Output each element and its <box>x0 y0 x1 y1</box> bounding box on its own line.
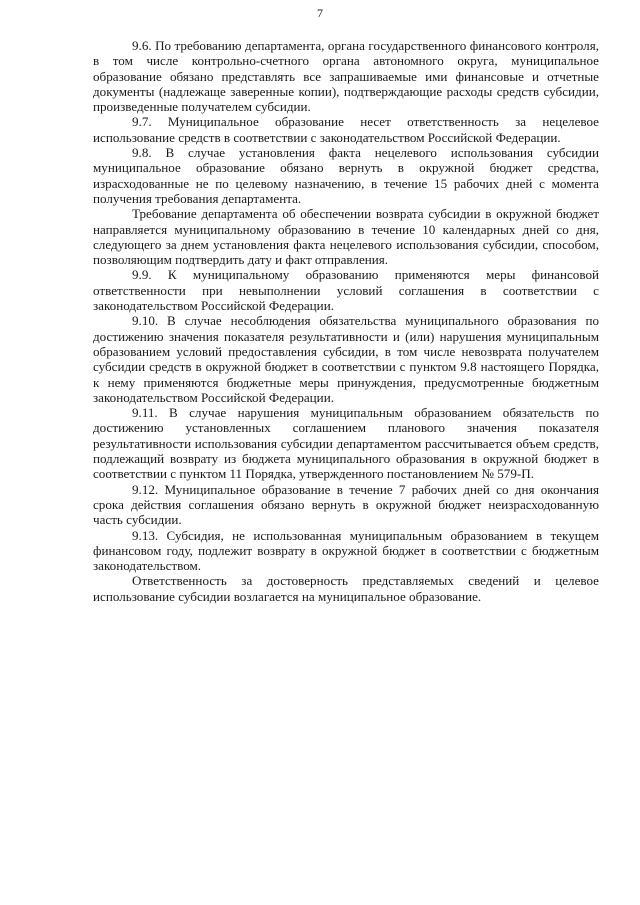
paragraph-9-10: 9.10. В случае несоблюдения обязательства муниципального образования по достижению значения показателя результативности и (или) нарушения муниципальным образованием условий предоставления субсидии, в том числе невозврата получателем субсидии средств в окружной бюджет в соответствии с пунктом 9.8 настоящего Порядка, к нему применяются бюджетные меры принуждения, предусмотренные бюджетным законодательством Российской Федерации. <box>93 313 599 405</box>
paragraph-9-11: 9.11. В случае нарушения муниципальным образованием обязательств по достижению установленных соглашением планового значения показателя результативности использования субсидии департаментом рассчитывается объем средств, подлежащий возврату из бюджета муниципального образования в окружной бюджет в соответствии с пунктом 11 Порядка, утвержденного постановлением № 579-П. <box>93 405 599 482</box>
document-body <box>93 38 599 604</box>
paragraph-9-8: 9.8. В случае установления факта нецелевого использования субсидии муниципальное образование обязано вернуть в окружной бюджет средства, израсходованные не по целевому назначению, в течение 15 рабочих дней с момента получения требования департамента. <box>93 145 599 206</box>
paragraph-9-6: 9.6. По требованию департамента, органа государственного финансового контроля, в том числе контрольно-счетного органа автономного округа, муниципальное образование обязано представлять все запрашиваемые ими финансовые и отчетные документы (надлежаще заверенные копии), подтверждающие расходы средств субсидии, произведенные получателем субсидии. <box>93 38 599 115</box>
paragraph-responsibility: Ответственность за достоверность представляемых сведений и целевое использование субсидии возлагается на муниципальное образование. <box>93 573 599 604</box>
paragraph-9-12: 9.12. Муниципальное образование в течение 7 рабочих дней со дня окончания срока действия соглашения обязано вернуть в окружной бюджет неизрасходованную часть субсидии. <box>93 481 599 528</box>
page-number: 7 <box>317 6 323 20</box>
paragraph-9-9: 9.9. К муниципальному образованию применяются меры финансовой ответственности при невыполнении условий соглашения в соответствии с законодательством Российской Федерации. <box>93 267 599 314</box>
paragraph-refund-requirement: Требование департамента об обеспечении возврата субсидии в окружной бюджет направляется муниципальному образованию в течение 10 календарных дней со дня, следующего за днем установления факта нецелевого использования субсидии, способом, позволяющим подтвердить дату и факт отправления. <box>93 206 599 268</box>
paragraph-9-13: 9.13. Субсидия, не использованная муниципальным образованием в текущем финансовом году, подлежит возврату в окружной бюджет в соответствии с бюджетным законодательством. <box>93 527 599 574</box>
paragraph-9-7: 9.7. Муниципальное образование несет ответственность за нецелевое использование средств в соответствии с законодательством Российской Федерации. <box>93 114 599 145</box>
